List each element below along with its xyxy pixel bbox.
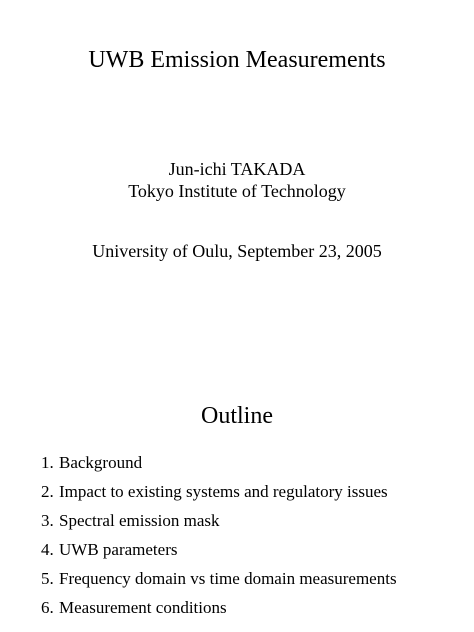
outline-item-text: Spectral emission mask <box>59 511 220 530</box>
outline-title: Outline <box>201 403 273 429</box>
outline-item <box>41 539 461 561</box>
author-name: Jun-ichi TAKADA <box>168 159 306 179</box>
outline-item-text: Measurement conditions <box>59 598 227 617</box>
venue-date: University of Oulu, September 23, 2005 <box>92 241 382 261</box>
outline-item-text: Background <box>59 453 143 472</box>
outline-item-text: UWB parameters <box>59 540 178 559</box>
outline-slide <box>0 375 474 632</box>
outline-item <box>41 568 461 590</box>
outline-item-text: Frequency domain vs time domain measurements <box>59 569 397 588</box>
outline-item-text: Impact to existing systems and regulatory issues <box>59 482 388 501</box>
outline-item-number: 3. <box>41 511 54 530</box>
outline-item <box>41 481 461 503</box>
outline-item-number: 4. <box>41 540 54 559</box>
outline-item-number: 1. <box>41 453 54 472</box>
outline-item <box>41 597 461 619</box>
author-block <box>0 158 474 202</box>
author-affiliation: Tokyo Institute of Technology <box>128 181 346 201</box>
outline-item-number: 5. <box>41 569 54 588</box>
outline-item-number: 2. <box>41 482 54 501</box>
outline-list <box>41 452 461 626</box>
slide-title: UWB Emission Measurements <box>88 47 386 73</box>
outline-item <box>41 452 461 474</box>
outline-item <box>41 510 461 532</box>
outline-item-number: 6. <box>41 598 54 617</box>
